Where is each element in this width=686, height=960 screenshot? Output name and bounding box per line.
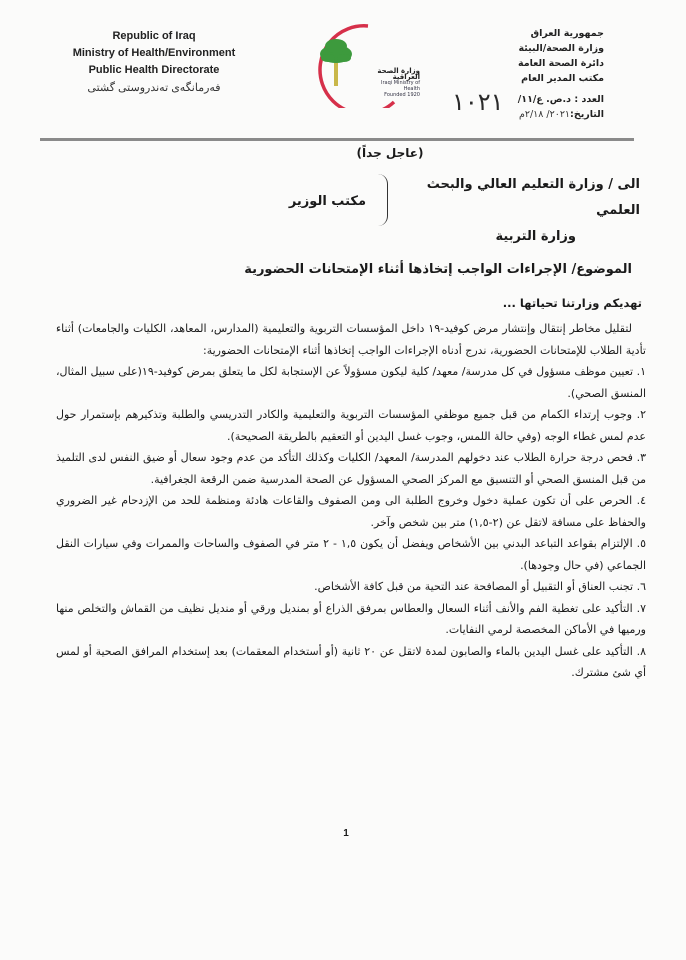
date-value: ٢٠٢١/ ٢/١٨م (518, 109, 571, 120)
body-text (56, 318, 646, 684)
measure-number: ٧. (636, 601, 646, 615)
header-ar-office: مكتب المدير العام (521, 73, 604, 84)
measure-item (56, 641, 646, 684)
intro-paragraph: لتقليل مخاطر إنتقال وإنتشار مرض كوفيد-١٩ داخل المؤسسات التربوية والتعليمية (المدارس، المعاهد، الكليات والجامعات) أثناء تأدية الطلاب للإمتحانات الحضورية، ندرج أدناه الإجراءات الواجب إتخاذها أثناء الإمتحانات الحضورية: (56, 322, 646, 357)
measure-text: تجنب العناق أو التقبيل أو المصافحة عند التحية من قبل كافة الأشخاص. (314, 580, 634, 593)
logo-arabic: وزارة الصحة العراقية (377, 67, 420, 81)
measure-text: تعيين موظف مسؤول في كل مدرسة/ معهد/ كلية ليكون مسؤولاً عن الإستجابة لكل ما يتعلق بمرض كوفيد-١٩(على سبيل المثال، المنسق الصحي). (56, 365, 646, 400)
header-kurdish: فەرمانگەی تەندروستی گشتی (87, 82, 221, 94)
measure-number: ٤. (636, 494, 646, 507)
measure-number: ٨. (636, 644, 646, 658)
reference-number-handwritten: ١٠٢١ (452, 88, 504, 116)
header-en-directorate: Public Health Directorate (88, 64, 220, 76)
header-ar-country: جمهورية العراق (530, 28, 604, 39)
measure-number: ٣. (636, 451, 647, 464)
measure-text: التأكيد على غسل اليدين بالماء والصابون لمدة لاتقل عن ٢٠ ثانية (أو أستخدام المعقمات) بعد إستخدام المرافق الصحية أو لمس أي شئ مشترك. (56, 644, 646, 679)
addressee-line-1: الى / وزارة التعليم العالي والبحث العلمي (426, 177, 640, 218)
measure-text: فحص درجة حرارة الطلاب عند دخولهم المدرسة/ المعهد/ الكليات وكذلك التأكد من عدم وجود سعال أو ضيق النفس لدى التلميذ من قبل المنسق الصحي أو التنسيق مع المركز الصحي المسؤول عن الصحة المدرسية ضمن الرقعة الجغرافية. (56, 451, 646, 486)
header-en-country: Republic of Iraq (112, 30, 196, 42)
measure-item (56, 576, 646, 598)
addressee-block (390, 172, 640, 250)
greeting: تهديكم وزارتنا تحياتها ... (502, 296, 642, 310)
header-en-ministry: Ministry of Health/Environment (72, 47, 236, 59)
header-ar-ministry: وزارة الصحة/البيئة (518, 43, 604, 54)
date-label: التاريخ: (570, 109, 604, 120)
measure-text: الإلتزام بقواعد التباعد البدني بين الأشخاص ويفضل أن يكون ١,٥ - ٢ متر في الصفوف والساحات والممرات وفي سيارات النقل الجماعي (في حال وجودها). (56, 537, 646, 572)
header-english (64, 28, 244, 97)
measure-text: التأكيد على تغطية الفم والأنف أثناء السعال والعطاس بمرفق الذراع أو بمنديل ورقي أو منديل نظيف من القماش والتخلص منها ورميها في الأماكن المخصصة لرمي النفايات. (56, 601, 646, 636)
palm-tree-icon (320, 39, 352, 86)
measure-item (56, 447, 646, 490)
measure-item (56, 404, 646, 447)
header-ar-directorate: دائرة الصحة العامة (517, 58, 604, 69)
minister-office: مكتب الوزير (288, 194, 366, 209)
logo-english-1: Iraqi Ministry of Health (381, 80, 420, 92)
subject-line: الموضوع/ الإجراءات الواجب إتخاذها أثناء الإمتحانات الحضورية (244, 262, 632, 277)
measure-number: ٥. (636, 537, 647, 550)
measure-item (56, 361, 646, 404)
measure-item (56, 598, 646, 641)
brace-divider (377, 174, 388, 226)
urgent-label: (عاجل جداً) (356, 146, 424, 160)
reference-number-label: العدد : د.ص. ع/١١/ (517, 94, 604, 105)
measure-text: الحرص على أن تكون عملية دخول وخروج الطلبة الى ومن الصفوف والقاعات هادئة ومنظمة للحد من الإزدحام غير الضروري والحفاظ على مسافة لاتقل عن (٢-١,٥) متر بين شخص وآخر. (56, 494, 646, 529)
measure-item (56, 490, 646, 533)
logo-text (364, 68, 420, 98)
header-divider (40, 138, 634, 141)
page-number: 1 (343, 828, 349, 839)
measure-number: ٢. (636, 408, 646, 421)
measure-item (56, 533, 646, 576)
measure-number: ٦. (636, 580, 646, 593)
measures-list (56, 361, 646, 684)
measure-text: وجوب إرتداء الكمام من قبل جميع موظفي المؤسسات التربوية والتعليمية والكادر التدريسي والطلبة وتذكيرهم بإستمرار حول عدم لمس غطاء الوجه (وفي حالة اللمس، وجوب غسل اليدين أو التعقيم بالطريقة الصحيحة). (56, 408, 646, 443)
measure-number: ١. (636, 365, 646, 378)
addressee-line-2: وزارة التربية (495, 229, 576, 244)
logo-english-2: Founded 1920 (384, 92, 420, 98)
